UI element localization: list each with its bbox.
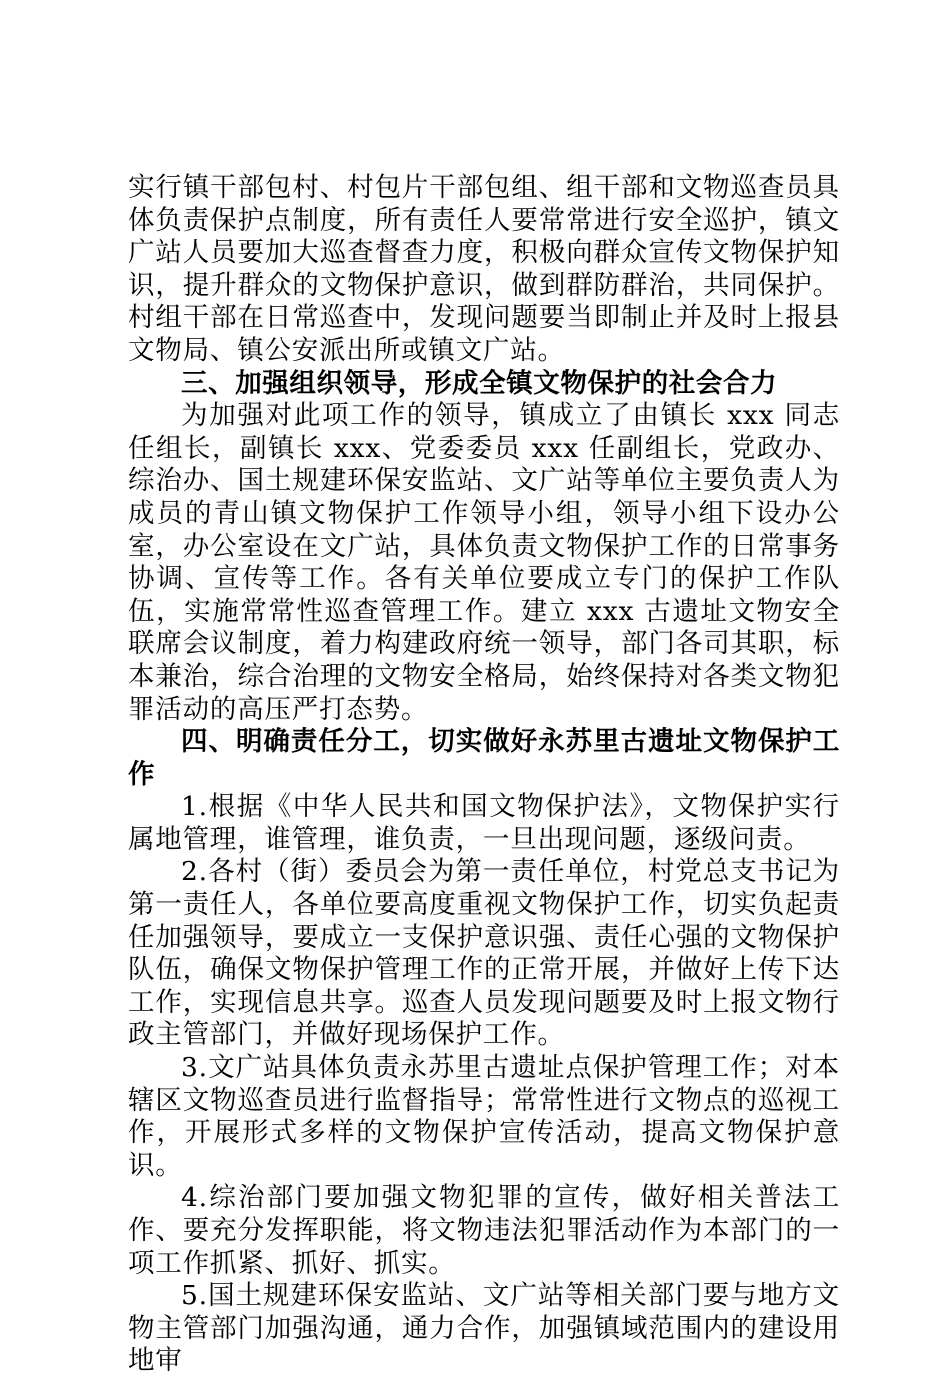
list-item-1: 1.根据《中华人民共和国文物保护法》，文物保护实行属地管理，谁管理，谁负责，一旦出现问题，逐级问责。 — [128, 791, 840, 855]
list-item-4: 4.综治部门要加强文物犯罪的宣传，做好相关普法工作、要充分发挥职能，将文物违法犯罪活动作为本部门的一项工作抓紧、抓好、抓实。 — [128, 1182, 840, 1279]
section-heading-3: 三、加强组织领导，形成全镇文物保护的社会合力 — [181, 367, 778, 399]
list-item-3: 3.文广站具体负责永苏里古遗址点保护管理工作；对本辖区文物巡查员进行监督指导；常常性进行文物点的巡视工作，开展形式多样的文物保护宣传活动，提高文物保护意识。 — [128, 1052, 840, 1181]
paragraph-intro: 实行镇干部包村、村包片干部包组、组干部和文物巡查员具体负责保护点制度，所有责任人要常常进行安全巡护，镇文广站人员要加大巡查督查力度，积极向群众宣传文物保护知识，提升群众的文物保护意识，做到群防群治，共同保护。村组干部在日常巡查中，发现问题要当即制止并及时上报县文物局、镇公安派出所或镇文广站。 — [128, 172, 840, 366]
list-item-5: 5.国土规建环保安监站、文广站等相关部门要与地方文物主管部门加强沟通，通力合作，加强镇域范围内的建设用地审 — [128, 1280, 840, 1377]
list-item-2: 2.各村（街）委员会为第一责任单位，村党总支书记为第一责任人，各单位要高度重视文物保护工作，切实负起责任加强领导，要成立一支保护意识强、责任心强的文物保护队伍，确保文物保护管理工作的正常开展，并做好上传下达工作，实现信息共享。巡查人员发现问题要及时上报文物行政主管部门，并做好现场保护工作。 — [128, 856, 840, 1051]
paragraph-leadership: 为加强对此项工作的领导，镇成立了由镇长 xxx 同志任组长，副镇长 xxx、党委委员 xxx 任副组长，党政办、综治办、国土规建环保安监站、文广站等单位主要负责人为成员的青山镇文物保护工作领导小组，领导小组下设办公室，办公室设在文广站，具体负责文物保护工作的日常事务协调、宣传等工作。各有关单位要成立专门的保护工作队伍，实施常常性巡查管理工作。建立 xxx 古遗址文物安全联席会议制度，着力构建政府统一领导，部门各司其职，标本兼治，综合治理的文物安全格局，始终保持对各类文物犯罪活动的高压严打态势。 — [128, 400, 840, 725]
document-body — [128, 172, 840, 1378]
section-heading-4: 四、明确责任分工，切实做好永苏里古遗址文物保护工作 — [128, 726, 840, 790]
